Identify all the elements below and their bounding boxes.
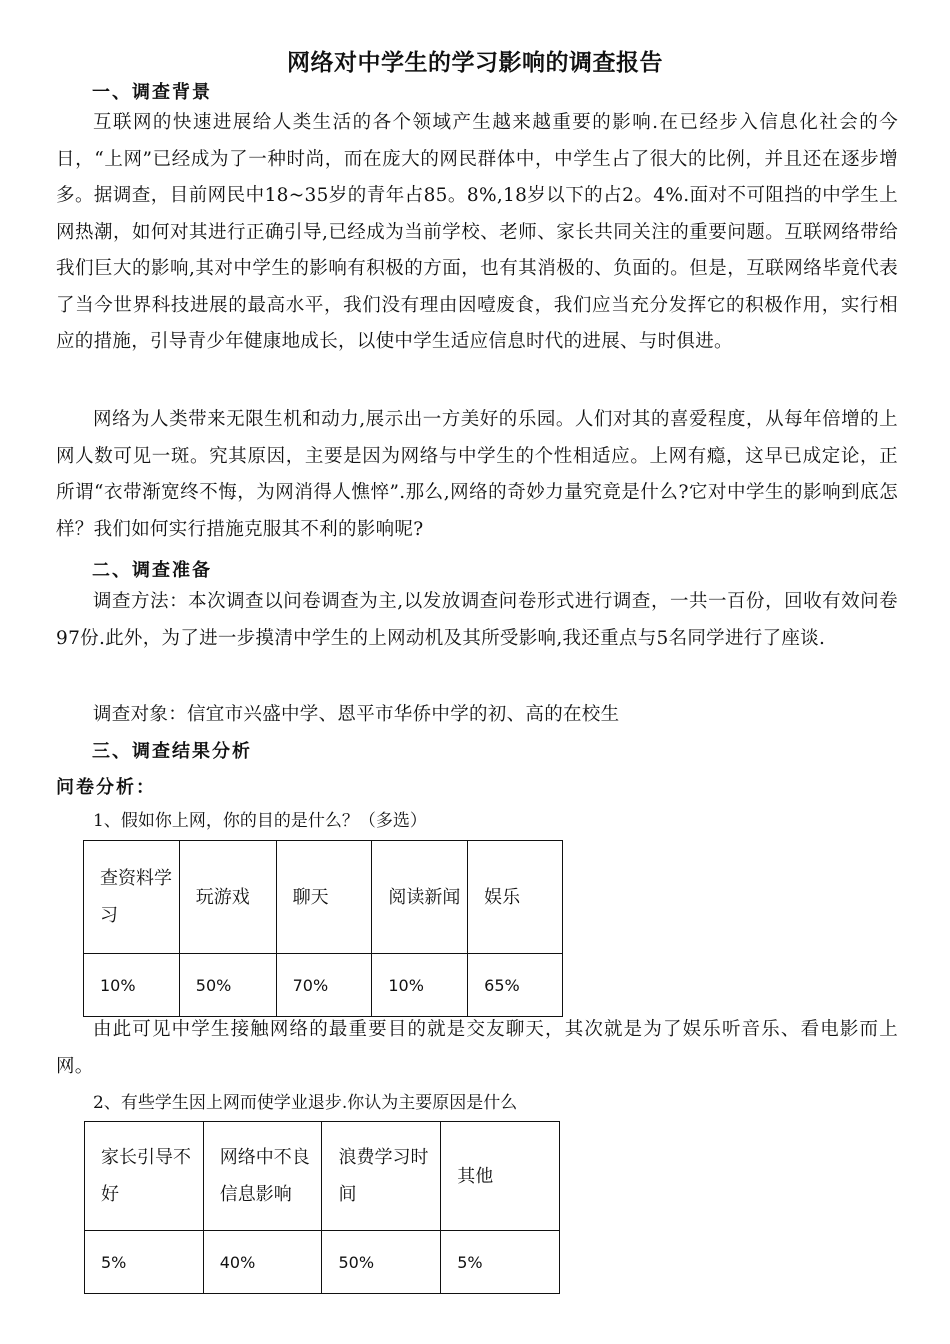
table-cell: 5% [85,1231,204,1294]
table-cell: 65% [468,954,563,1017]
table-header-row [84,841,563,954]
table-header-cell: 查资料学习 [84,841,180,954]
section-heading-background: 一、调查背景 [92,82,212,103]
method-paragraph: 调查方法：本次调查以问卷调查为主,以发放调查问卷形式进行调查，一共一百份，回收有效问卷97份.此外，为了进一步摸清中学生的上网动机及其所受影响,我还重点与5名同学进行了座谈. [56,591,898,649]
table-header-row [85,1122,560,1231]
section-heading-results: 三、调查结果分析 [92,741,252,762]
question-2-table [84,1121,560,1294]
table-row [84,954,563,1017]
table-cell: 40% [203,1231,322,1294]
survey-subjects: 调查对象：信宜市兴盛中学、恩平市华侨中学的初、高的在校生 [93,704,620,725]
question-1: 1、假如你上网，你的目的是什么？（多选） [93,811,427,831]
table-cell: 50% [322,1231,441,1294]
table-row [85,1231,560,1294]
table-cell: 5% [441,1231,560,1294]
section-heading-preparation: 二、调查准备 [92,560,212,581]
table-header-cell: 阅读新闻 [372,841,468,954]
table-header-cell: 聊天 [276,841,372,954]
background-paragraph-1: 互联网的快速进展给人类生活的各个领域产生越来越重要的影响.在已经步入信息化社会的今日，“上网”已经成为了一种时尚，而在庞大的网民群体中，中学生占了很大的比例，并且还在逐步增多。据调查，目前网民中18~35岁的青年占85。8%,18岁以下的占2。4%.面对不可阻挡的中学生上网热潮，如何对其进行正确引导,已经成为当前学校、老师、家长共同关注的重要问题。互联网络带给我们巨大的影响,其对中学生的影响有积极的方面，也有其消极的、负面的。但是，互联网络毕竟代表了当今世界科技进展的最高水平，我们没有理由因噎废食，我们应当充分发挥它的积极作用，实行相应的措施，引导青少年健康地成长，以使中学生适应信息时代的进展、与时俱进。 [56,112,898,352]
table-header-cell: 娱乐 [468,841,563,954]
questionnaire-analysis-heading: 问卷分析： [56,777,156,798]
question-2: 2、有些学生因上网而使学业退步.你认为主要原因是什么 [93,1093,518,1113]
table-header-cell: 玩游戏 [179,841,276,954]
table-header-cell: 家长引导不好 [85,1122,204,1231]
table-cell: 10% [84,954,180,1017]
table-header-cell: 网络中不良信息影响 [203,1122,322,1231]
question-1-conclusion: 由此可见中学生接触网络的最重要目的就是交友聊天，其次就是为了娱乐听音乐、看电影而上网。 [56,1019,898,1077]
background-paragraph-2: 网络为人类带来无限生机和动力,展示出一方美好的乐园。人们对其的喜爱程度，从每年倍增的上网人数可见一斑。究其原因，主要是因为网络与中学生的个性相适应。上网有瘾，这早已成定论，正所谓“衣带渐宽终不悔，为网消得人憔悴”.那么,网络的奇妙力量究竟是什么?它对中学生的影响到底怎样？我们如何实行措施克服其不利的影响呢? [56,409,898,540]
question-1-table [83,840,563,1017]
table-cell: 50% [179,954,276,1017]
table-cell: 70% [276,954,372,1017]
table-cell: 10% [372,954,468,1017]
page-title: 网络对中学生的学习影响的调查报告 [287,50,663,76]
table-header-cell: 其他 [441,1122,560,1231]
table-header-cell: 浪费学习时间 [322,1122,441,1231]
